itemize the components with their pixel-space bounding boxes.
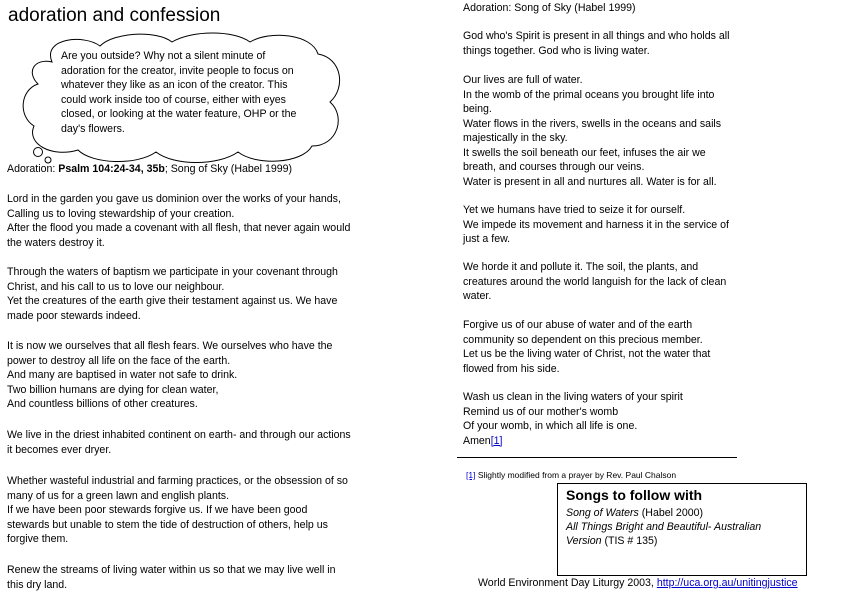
cloud-note-line: Are you outside? Why not a silent minute of [61,50,266,62]
page-title: adoration and confession [8,5,221,26]
text-line: Water flows in the rivers, swells in the oceans and sails [463,117,722,130]
text-line: And many are baptised in water not safe to drink. [7,369,238,381]
amen-text: Amen [463,434,491,447]
text-line: things together. God who is living water. [463,44,650,57]
text-line: Forgive us of our abuse of water and of the earth [463,319,693,331]
footer-link[interactable]: http://uca.org.au/unitingjustice [656,577,798,589]
text-line: water. [463,290,492,302]
text-line: majestically in the sky. [463,132,568,144]
text-line: And countless billions of other creatures. [7,398,198,410]
text-line: this dry land. [7,578,68,591]
text-line: Whether wasteful industrial and farming practices, or the obsession of so [7,475,348,487]
text-line: Of your womb, in which all life is one. [463,420,638,432]
text-line: Through the waters of baptism we participate in your covenant through [7,266,338,278]
song-source: (TIS # 135) [601,535,658,547]
text-line: just a few. [463,233,511,245]
right-paragraph [463,73,793,189]
song-item [566,520,806,534]
text-line: creatures around the world languish for the lack of clean [463,275,727,288]
text-line: forgive them. [7,533,69,545]
cloud-note-line: adoration for the creator, invite people to focus on [61,64,294,77]
footnote-divider [457,457,737,458]
song-title: Version [566,535,602,547]
song-title: Song of Waters [566,507,639,519]
text-line: In the womb of the primal oceans you brought life into [463,88,715,101]
song-item [566,534,806,548]
text-line: God who's Spirit is present in all things and who holds all [463,30,730,42]
text-line: power to destroy all life on the face of the earth. [7,354,231,367]
text-line: Water is present in all and nurtures all. Water is for all. [463,175,717,188]
songs-box [557,483,807,576]
right-heading-text: Adoration: Song of Sky (Habel 1999) [463,2,636,14]
cloud-note-text [61,49,331,136]
text-line: Wash us clean in the living waters of your spirit [463,391,683,403]
song-item [566,506,806,520]
text-line: It swells the soil beneath our feet, infuses the air we [463,146,706,159]
left-heading [7,162,417,177]
text-line: the waters destroy it. [7,236,105,249]
text-line: Remind us of our mother's womb [463,405,619,418]
cloud-note-line: closed, or looking at the water feature, OHP or the [61,108,297,120]
left-paragraph [7,192,417,250]
text-line: Renew the streams of living water within us so that we may live well in [7,564,336,576]
text-line: flowed from his side. [463,362,560,375]
text-line: We live in the driest inhabited continent on earth- and through our actions [7,429,351,441]
text-line: Yet the creatures of the earth give their testament against us. We have [7,295,338,307]
text-line: Lord in the garden you gave us dominion over the works of your hands, [7,193,341,205]
text-line: We horde it and pollute it. The soil, the plants, and [463,261,699,273]
cloud-note-line: day's flowers. [61,122,125,135]
text-line: Two billion humans are dying for clean water, [7,383,219,396]
songs-title: Songs to follow with [566,487,703,503]
footnote-ref-link[interactable]: [1] [490,434,503,447]
right-paragraph [463,390,793,448]
text-line: After the flood you made a covenant with all flesh, that never again would [7,222,351,234]
left-paragraph [7,339,417,412]
text-line: It is now we ourselves that all flesh fears. We ourselves who have the [7,340,333,352]
song-source: (Habel 2000) [638,507,704,519]
left-paragraph [7,265,417,323]
text-line: Christ, and his call to us to love our neighbour. [7,280,225,293]
cloud-callout [22,32,344,164]
cloud-note-line: whatever they like as an icon of the creator. This [61,79,288,91]
left-heading-prefix: Adoration: [7,163,59,175]
text-line: being. [463,103,492,115]
text-line: If we have been poor stewards forgive us. If we have been good [7,504,308,516]
text-line: many of us for a green lawn and english plants. [7,489,230,502]
footnote-text: Slightly modified from a prayer by Rev. Paul Chalson [475,470,677,480]
footer [478,577,798,589]
psalm-reference: Psalm 104:24-34, 35b [58,163,165,175]
song-title: All Things Bright and Beautiful- Australian [566,521,762,533]
text-line: breath, and courses through our veins. [463,161,645,173]
right-paragraph [463,318,793,376]
amen-line [463,434,793,449]
footer-text: World Environment Day Liturgy 2003, [478,577,657,589]
text-line: Let us be the living water of Christ, not the water that [463,348,711,360]
cloud-note-line: could work inside too of course, either with eyes [61,93,286,106]
text-line: Calling us to loving stewardship of your creation. [7,207,235,220]
footnote [466,470,676,480]
text-line: it becomes ever dryer. [7,443,112,456]
footnote-marker-link[interactable]: [1] [466,470,476,480]
left-paragraph [7,474,417,547]
text-line: made poor stewards indeed. [7,309,141,322]
text-line: Our lives are full of water. [463,74,583,86]
right-heading [463,1,793,16]
text-line: community so dependent on this precious member. [463,333,703,346]
text-line: Yet we humans have tried to seize it for ourself. [463,204,686,216]
right-paragraph [463,29,793,58]
left-heading-suffix: ; Song of Sky (Habel 1999) [164,163,293,175]
left-paragraph [7,563,417,592]
text-line: We impede its movement and harness it in the service of [463,218,729,231]
text-line: stewards but unable to stem the tide of destruction of others, help us [7,518,328,531]
right-paragraph [463,203,793,247]
right-paragraph [463,260,793,304]
left-paragraph [7,428,417,457]
